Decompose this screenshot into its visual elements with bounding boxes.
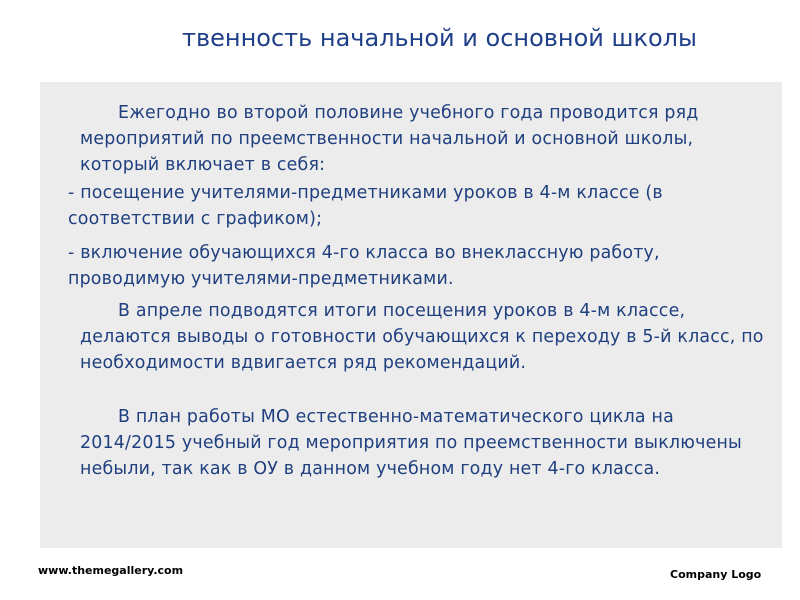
bullet-visits: - посещение учителями-предметниками уроков в 4-м классе (в соответствии с графиком); xyxy=(68,183,663,229)
paragraph-april-results xyxy=(80,298,770,376)
slide-title: твенность начальной и основной школы xyxy=(182,24,697,52)
paragraph-april-results-text: В апреле подводятся итоги посещения уроков в 4-м классе, делаются выводы о готовности обучающихся к переходу в 5-й класс, по необходимости вдвигается ряд рекомендаций. xyxy=(80,301,764,373)
company-logo: Company Logo xyxy=(670,568,762,581)
footer-website-link[interactable]: www.themegallery.com xyxy=(38,564,184,577)
bullet-extracurricular: - включение обучающихся 4-го класса во внеклассную работу, проводимую учителями-предметниками. xyxy=(68,243,660,289)
paragraph-intro xyxy=(80,100,770,178)
paragraph-intro-text: Ежегодно во второй половине учебного года проводится ряд мероприятий по преемственности начальной и основной школы, который включает в себя: xyxy=(80,103,699,175)
paragraph-work-plan xyxy=(80,404,770,482)
paragraph-work-plan-text: В план работы МО естественно-математического цикла на 2014/2015 учебный год мероприятия по преемственности выключены небыли, так как в ОУ в данном учебном году нет 4-го класса. xyxy=(80,407,742,479)
